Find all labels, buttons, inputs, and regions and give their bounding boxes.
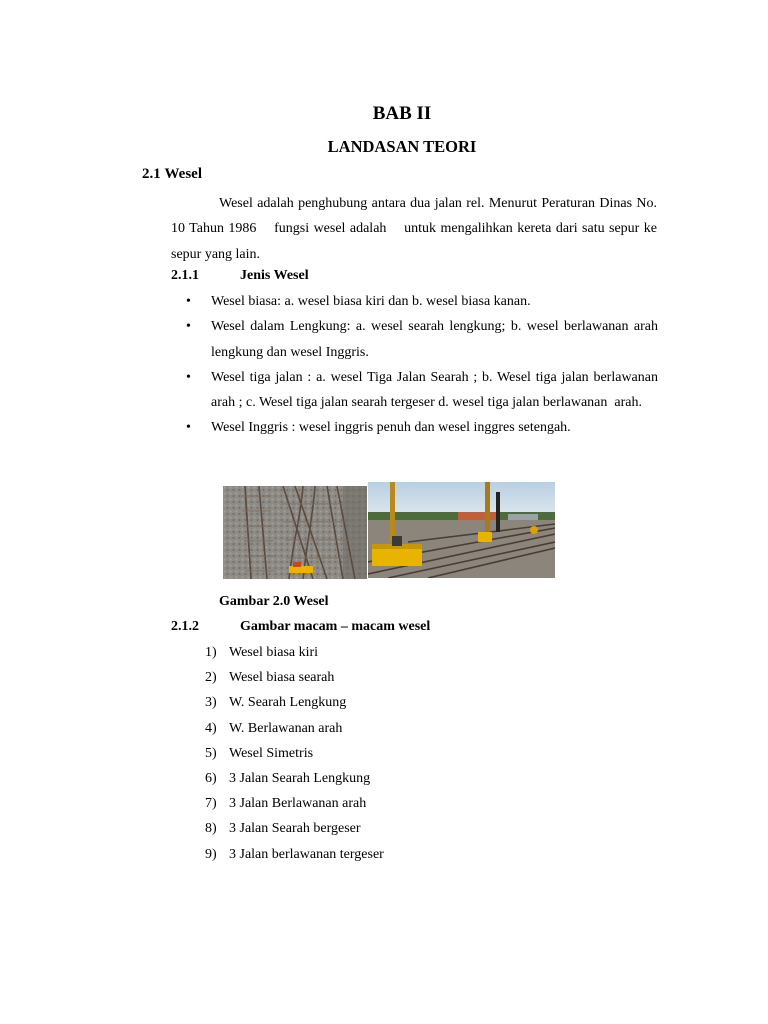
list-item — [205, 842, 384, 867]
list-item-number: 5) — [205, 745, 217, 761]
bullet-icon: • — [186, 369, 191, 385]
list-item-number: 7) — [205, 796, 217, 812]
list-item — [186, 365, 658, 416]
subsection-1-title: Jenis Wesel — [240, 268, 309, 283]
wesel-types-list — [186, 289, 658, 441]
list-item-text: Wesel Simetris — [229, 745, 314, 761]
list-item-number: 1) — [205, 645, 217, 660]
list-item-text: Wesel tiga jalan : a. wesel Tiga Jalan Searah ; b. Wesel tiga jalan berlawanan arah ; c. Wesel tiga jalan searah tergeser d. wesel tiga jalan berlawanan arah. — [211, 369, 658, 411]
subsection-1-number: 2.1.1 — [171, 268, 199, 283]
bullet-icon: • — [186, 319, 191, 335]
bullet-icon: • — [186, 420, 191, 436]
list-item-text: Wesel dalam Lengkung: a. wesel searah lengkung; b. wesel berlawanan arah lengkung dan wesel Inggris. — [211, 319, 658, 360]
chapter-number: BAB II — [372, 103, 432, 124]
wesel-figures-list — [205, 640, 384, 867]
subsection-2-number: 2.1.2 — [171, 619, 199, 634]
chapter-title: LANDASAN TEORI — [327, 137, 477, 156]
switch-machine-illustration — [368, 482, 555, 578]
list-item-text: Wesel biasa searah — [229, 670, 335, 686]
list-item — [205, 716, 384, 741]
list-item — [186, 314, 658, 365]
section-paragraph-text: Wesel adalah penghubung antara dua jalan rel. Menurut Peraturan Dinas No. 10 Tahun 1986 fungsi wesel adalah untuk mengalihkan kereta dari satu sepur ke sepur yang lain. — [171, 196, 657, 262]
list-item — [205, 690, 384, 715]
list-item — [186, 289, 658, 314]
switch-tracks-photo — [223, 486, 367, 579]
list-item — [186, 415, 658, 440]
list-item — [205, 741, 384, 766]
list-item-text: Wesel biasa kiri — [229, 645, 319, 660]
list-item-text: Wesel Inggris : wesel inggris penuh dan wesel inggres setengah. — [211, 420, 571, 436]
list-item-number: 4) — [205, 720, 217, 736]
list-item-text: 3 Jalan Searah Lengkung — [229, 771, 371, 787]
bullet-icon: • — [186, 294, 191, 309]
list-item — [205, 640, 384, 665]
list-item-number: 6) — [205, 771, 217, 787]
list-item-text: 3 Jalan Searah bergeser — [229, 821, 361, 837]
list-item-text: 3 Jalan Berlawanan arah — [229, 796, 367, 812]
list-item-text: W. Berlawanan arah — [229, 720, 343, 736]
figure-caption: Gambar 2.0 Wesel — [219, 594, 329, 609]
switch-machine-photo — [368, 482, 555, 578]
list-item — [205, 816, 384, 841]
list-item-number: 3) — [205, 695, 217, 711]
list-item — [205, 766, 384, 791]
list-item-text: W. Searah Lengkung — [229, 695, 347, 711]
list-item-text: Wesel biasa: a. wesel biasa kiri dan b. wesel biasa kanan. — [211, 294, 531, 309]
subsection-2-title: Gambar macam – macam wesel — [240, 619, 431, 634]
list-item-number: 8) — [205, 821, 217, 837]
list-item-number: 2) — [205, 670, 217, 686]
switch-tracks-illustration — [223, 486, 367, 579]
section-paragraph — [171, 191, 657, 267]
section-heading: 2.1 Wesel — [142, 166, 202, 182]
list-item-number: 9) — [205, 846, 217, 862]
list-item-text: 3 Jalan berlawanan tergeser — [229, 846, 384, 862]
list-item — [205, 791, 384, 816]
list-item — [205, 665, 384, 690]
